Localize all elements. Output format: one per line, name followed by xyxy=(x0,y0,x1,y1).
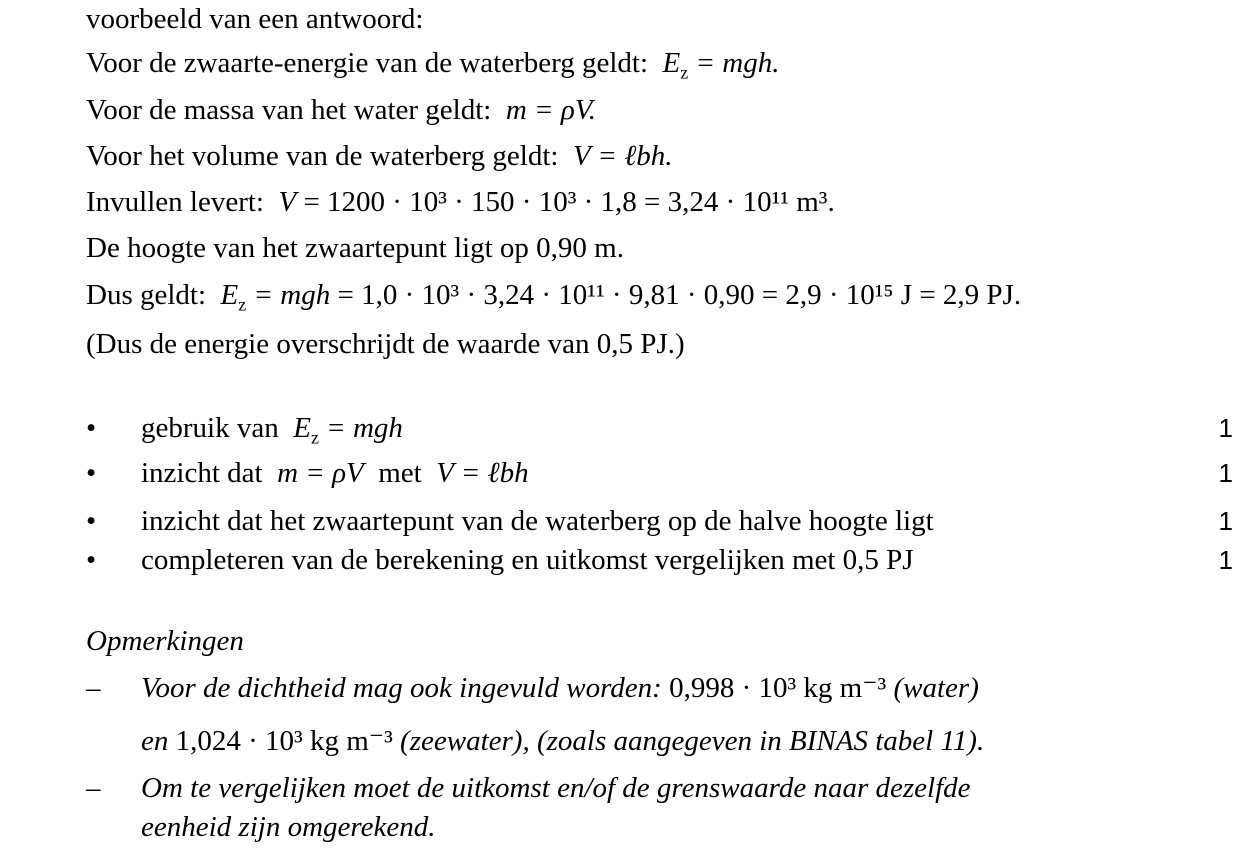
answer-line-7: (Dus de energie overschrijdt de waarde van 0,5 PJ.) xyxy=(86,328,685,360)
remark-2-line-1: Om te vergelijken moet de uitkomst en/of de grenswaarde naar dezelfde xyxy=(141,772,971,804)
answer-line-6: Dus geldt: $E_z$ = mgh = 1,0 · 10³ · 3,24 · 10¹¹ · 9,81 · 0,90 = 2,9 · 10¹⁵ J = 2,9 PJ. xyxy=(86,279,1022,315)
remark-1-text-b: (water) xyxy=(893,672,979,704)
remark-1-text-d: (zeewater), (zoals aangegeven in BINAS tabel 11). xyxy=(400,725,985,757)
criterion-1-score: 1 xyxy=(1218,413,1233,443)
answer-line-4-text: Invullen levert: xyxy=(86,186,264,218)
dash-icon: – xyxy=(86,772,101,804)
remark-1-line-1 xyxy=(141,671,979,705)
criterion-1-text: gebruik van xyxy=(141,412,279,444)
remark-2-line-2: eenheid zijn omgerekend. xyxy=(141,811,436,843)
formula-ez: $E_z$ = mgh. xyxy=(655,47,780,83)
bullet-icon: • xyxy=(86,505,97,537)
formula-volume: V = ℓbh. xyxy=(565,140,673,172)
bullet-icon: • xyxy=(86,457,97,489)
criterion-2-text-mid: met xyxy=(378,457,422,489)
remark-1-value-seawater: 1,024 · 10³ kg m⁻³ xyxy=(175,725,393,757)
answer-heading: voorbeeld van een antwoord: xyxy=(86,3,424,35)
answer-line-4: Invullen levert: V = 1200 · 10³ · 150 · 10³ · 1,8 = 3,24 · 10¹¹ m³. xyxy=(86,186,835,218)
criterion-3-text: inzicht dat het zwaartepunt van de waterberg op de halve hoogte ligt xyxy=(141,505,934,537)
answer-line-2-text: Voor de massa van het water geldt: xyxy=(86,94,492,126)
formula-mass: m = ρV. xyxy=(498,94,597,126)
answer-line-1-text: Voor de zwaarte-energie van de waterberg geldt: xyxy=(86,47,649,79)
bullet-icon: • xyxy=(86,412,97,444)
criterion-2-text: inzicht dat xyxy=(141,457,263,489)
answer-line-2 xyxy=(86,93,596,127)
remark-1-line-2 xyxy=(141,724,984,758)
remark-1-value-water: 0,998 · 10³ kg m⁻³ xyxy=(669,672,887,704)
answer-line-3-text: Voor het volume van de waterberg geldt: xyxy=(86,140,559,172)
dash-icon: – xyxy=(86,672,101,704)
formula-energy-calc: = 1,0 · 10³ · 3,24 · 10¹¹ · 9,81 · 0,90 = 2,9 · 10¹⁵ J = 2,9 PJ. xyxy=(337,279,1022,311)
remark-1-text-c: en xyxy=(141,725,169,757)
remark-1-text-a: Voor de dichtheid mag ook ingevuld worden: xyxy=(141,672,662,704)
criterion-4-score: 1 xyxy=(1218,545,1233,575)
answer-line-5: De hoogte van het zwaartepunt ligt op 0,90 m. xyxy=(86,232,624,264)
answer-line-1 xyxy=(86,46,780,83)
criterion-4-text: completeren van de berekening en uitkomst vergelijken met 0,5 PJ xyxy=(141,544,914,576)
answer-line-6-text: Dus geldt: xyxy=(86,279,207,311)
criterion-3-score: 1 xyxy=(1218,506,1233,536)
remarks-heading: Opmerkingen xyxy=(86,625,244,657)
answer-line-3 xyxy=(86,139,673,173)
bullet-icon: • xyxy=(86,544,97,576)
formula-volume-calc: = 1200 · 10³ · 150 · 10³ · 1,8 = 3,24 · 10¹¹ m³. xyxy=(303,186,835,218)
criterion-2-score: 1 xyxy=(1218,458,1233,488)
